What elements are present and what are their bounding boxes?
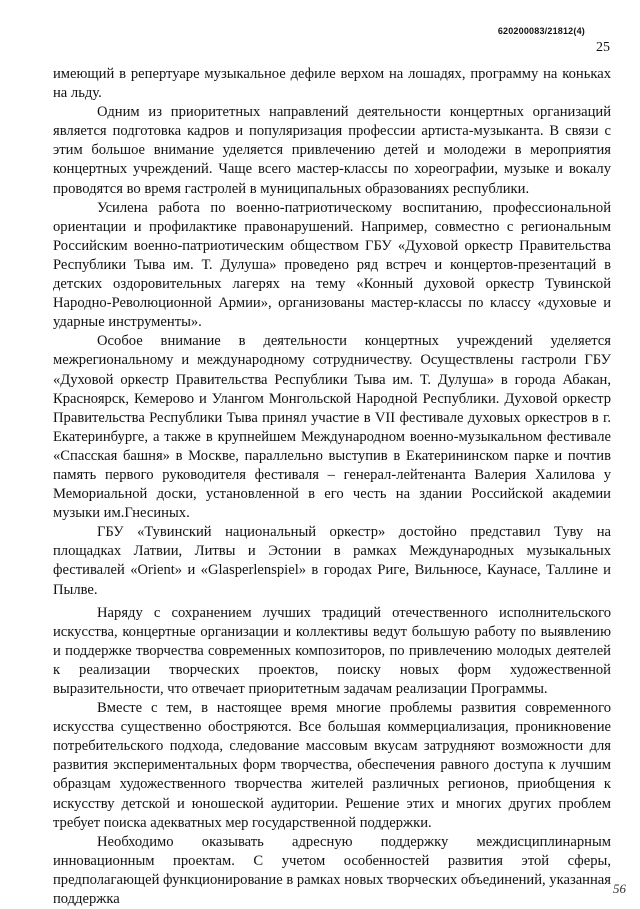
paragraph: Вместе с тем, в настоящее время многие проблемы развития современного искусства существенно обостряются. Все большая коммерциализация, проникновение потребительского подхода, следование массовым вкусам затрудняют возможности для развития экспериментальных форм творчества, обеспечения равного доступа к лучшим образцам художественного творчества жителей различных регионов, приобщения к искусству детской и юношеской аудитории. Решение этих и многих других проблем требует поиска адекватных мер государственной поддержки. [53,700,611,831]
document-id: 620200083/21812(4) [497,26,585,36]
paragraph: имеющий в репертуаре музыкальное дефиле верхом на лошадях, программу на коньках на льду. [53,66,611,102]
paragraph: ГБУ «Тувинский национальный оркестр» достойно представил Туву на площадках Латвии, Литвы и Эстонии в рамках Международных музыкальных фестивалей «Orient» и «Glasperlenspiel» в городах Риге, Вильнюсе, Каунасе, Таллине и Пылве. [53,524,611,598]
corner-handwritten-mark: 56 [613,881,626,896]
paragraph: Особое внимание в деятельности концертных учреждений уделяется межрегиональному и международному сотрудничеству. Осуществлены гастроли ГБУ «Духовой оркестр Правительства Республики Тыва им. Т. Дулуша» в города Абакан, Красноярск, Кемерово и Улангом Монгольской Народной Республики. Духовой оркестр Правительства Республики Тыва принял участие в VII фестивале духовых оркестров в г. Екатеринбурге, а также в крупнейшем Международном военно-музыкальном фестивале «Спасская башня» в Москве, параллельно выступив в Екатерининском парке и почтив память первого руководителя фестиваля – генерал-лейтенанта Валерия Халилова у Мемориальной доски, установленной в его честь на здании Российской академии музыки им.Гнесиных. [53,333,611,522]
paragraph: Усилена работа по военно-патриотическому воспитанию, профессиональной ориентации и профилактике правонарушений. Например, совместно с региональным Российским военно-патриотическим обществом ГБУ «Духовой оркестр Правительства Республики Тыва им. Т. Дулуша» проведено ряд встреч и концертов-презентаций в детских оздоровительных лагерях на тему «Конный духовой оркестр Тувинской Народно-Революционной Армии», организованы мастер-классы по классу «духовые и ударные инструменты». [53,199,611,331]
paragraph: Необходимо оказывать адресную поддержку междисциплинарным инновационным проектам. С учетом особенностей развития этой сферы, предполагающей функционирование в рамках новых творческих объединений, указанная поддержка [53,833,611,908]
paragraph: Наряду с сохранением лучших традиций отечественного исполнительского искусства, концертные организации и коллективы ведут большую работу по выявлению и поддержке творчества современных композиторов, по привлечению молодых деятелей к реализации творческих проектов, поиску новых форм художественной выразительности, что отвечает приоритетным задачам реализации Программы. [53,604,611,697]
page-number: 25 [596,40,610,55]
body-text [53,65,611,909]
paragraph: Одним из приоритетных направлений деятельности концертных организаций является подготовка кадров и популяризация профессии артиста-музыканта. В связи с этим большое внимание уделяется привлечению детей и молодежи в мероприятия концертных учреждений. Чаще всего мастер-классы по хореографии, музыке и вокалу проводятся во время гастролей в муниципальных образованиях республики. [53,104,611,197]
